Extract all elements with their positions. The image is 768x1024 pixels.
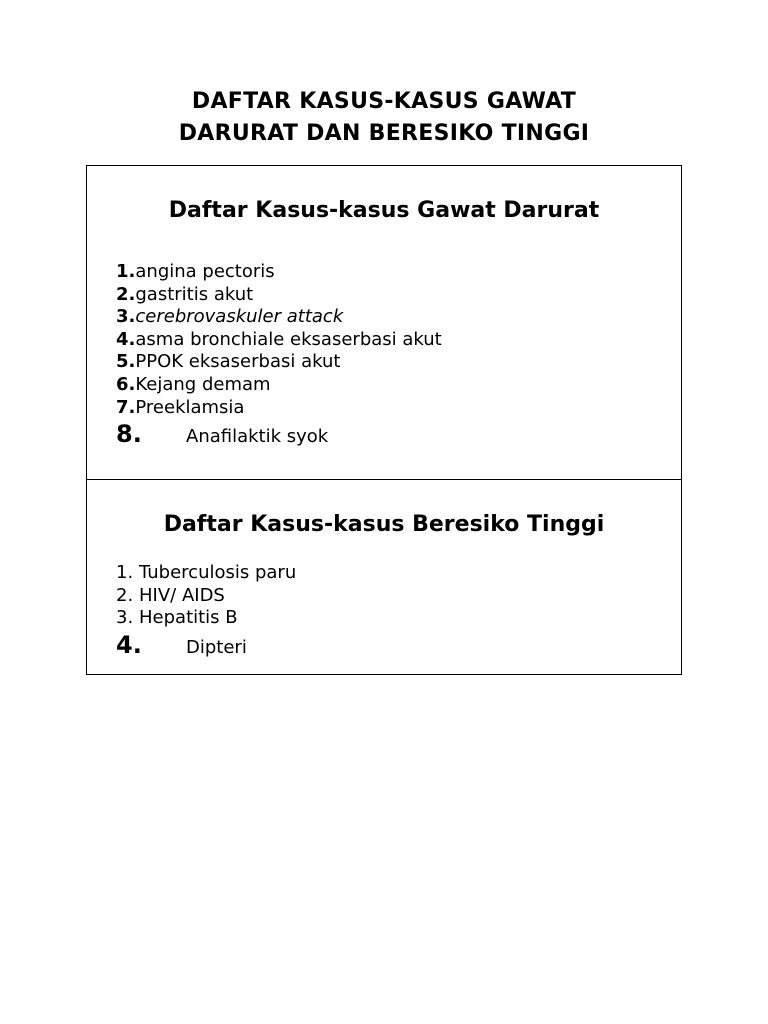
list-item [116,585,296,608]
item-number: 6. [116,373,136,395]
emergency-cases-section [87,166,681,480]
item-number: 1. [116,562,134,583]
list-item [116,329,442,352]
item-text: Hepatitis B [139,607,238,629]
item-number: 2. [116,584,134,606]
high-risk-cases-heading: Daftar Kasus-kasus Beresiko Tinggi [163,512,605,537]
item-text: angina pectoris [135,261,275,282]
item-number: 4. [116,630,142,659]
case-table [86,165,682,675]
item-number: 3. [116,306,136,328]
item-number: 7. [116,396,136,418]
item-number: 3. [116,607,134,629]
high-risk-cases-section [87,480,681,674]
item-text: Preeklamsia [135,396,245,418]
list-item [116,261,442,284]
list-item [116,630,296,660]
list-item [116,419,442,449]
document-title [0,86,768,150]
item-text: Dipteri [186,636,247,658]
emergency-cases-list [116,261,442,449]
item-text: Anafilaktik syok [186,426,329,448]
high-risk-cases-list [116,562,296,660]
item-text: Kejang demam [135,373,271,395]
item-number: 2. [116,283,136,305]
list-item [116,306,442,329]
document-title-line-1: DAFTAR KASUS-KASUS GAWAT [191,89,577,114]
item-number: 5. [116,351,136,373]
list-item [116,374,442,397]
list-item [116,562,296,585]
list-item [116,607,296,630]
item-number: 8. [116,420,142,449]
item-text: asma bronchiale eksaserbasi akut [135,328,442,350]
list-item [116,397,442,420]
item-text: cerebrovaskuler attack [135,306,344,328]
list-item [116,284,442,307]
item-text: gastritis akut [135,283,254,305]
item-text: PPOK eksaserbasi akut [135,351,341,373]
item-text: HIV/ AIDS [139,584,225,606]
emergency-cases-heading: Daftar Kasus-kasus Gawat Darurat [168,198,600,223]
document-title-line-2: DARURAT DAN BERESIKO TINGGI [178,121,590,146]
item-number: 4. [116,328,136,350]
list-item [116,351,442,374]
item-number: 1. [116,261,136,282]
item-text: Tuberculosis paru [139,562,297,583]
